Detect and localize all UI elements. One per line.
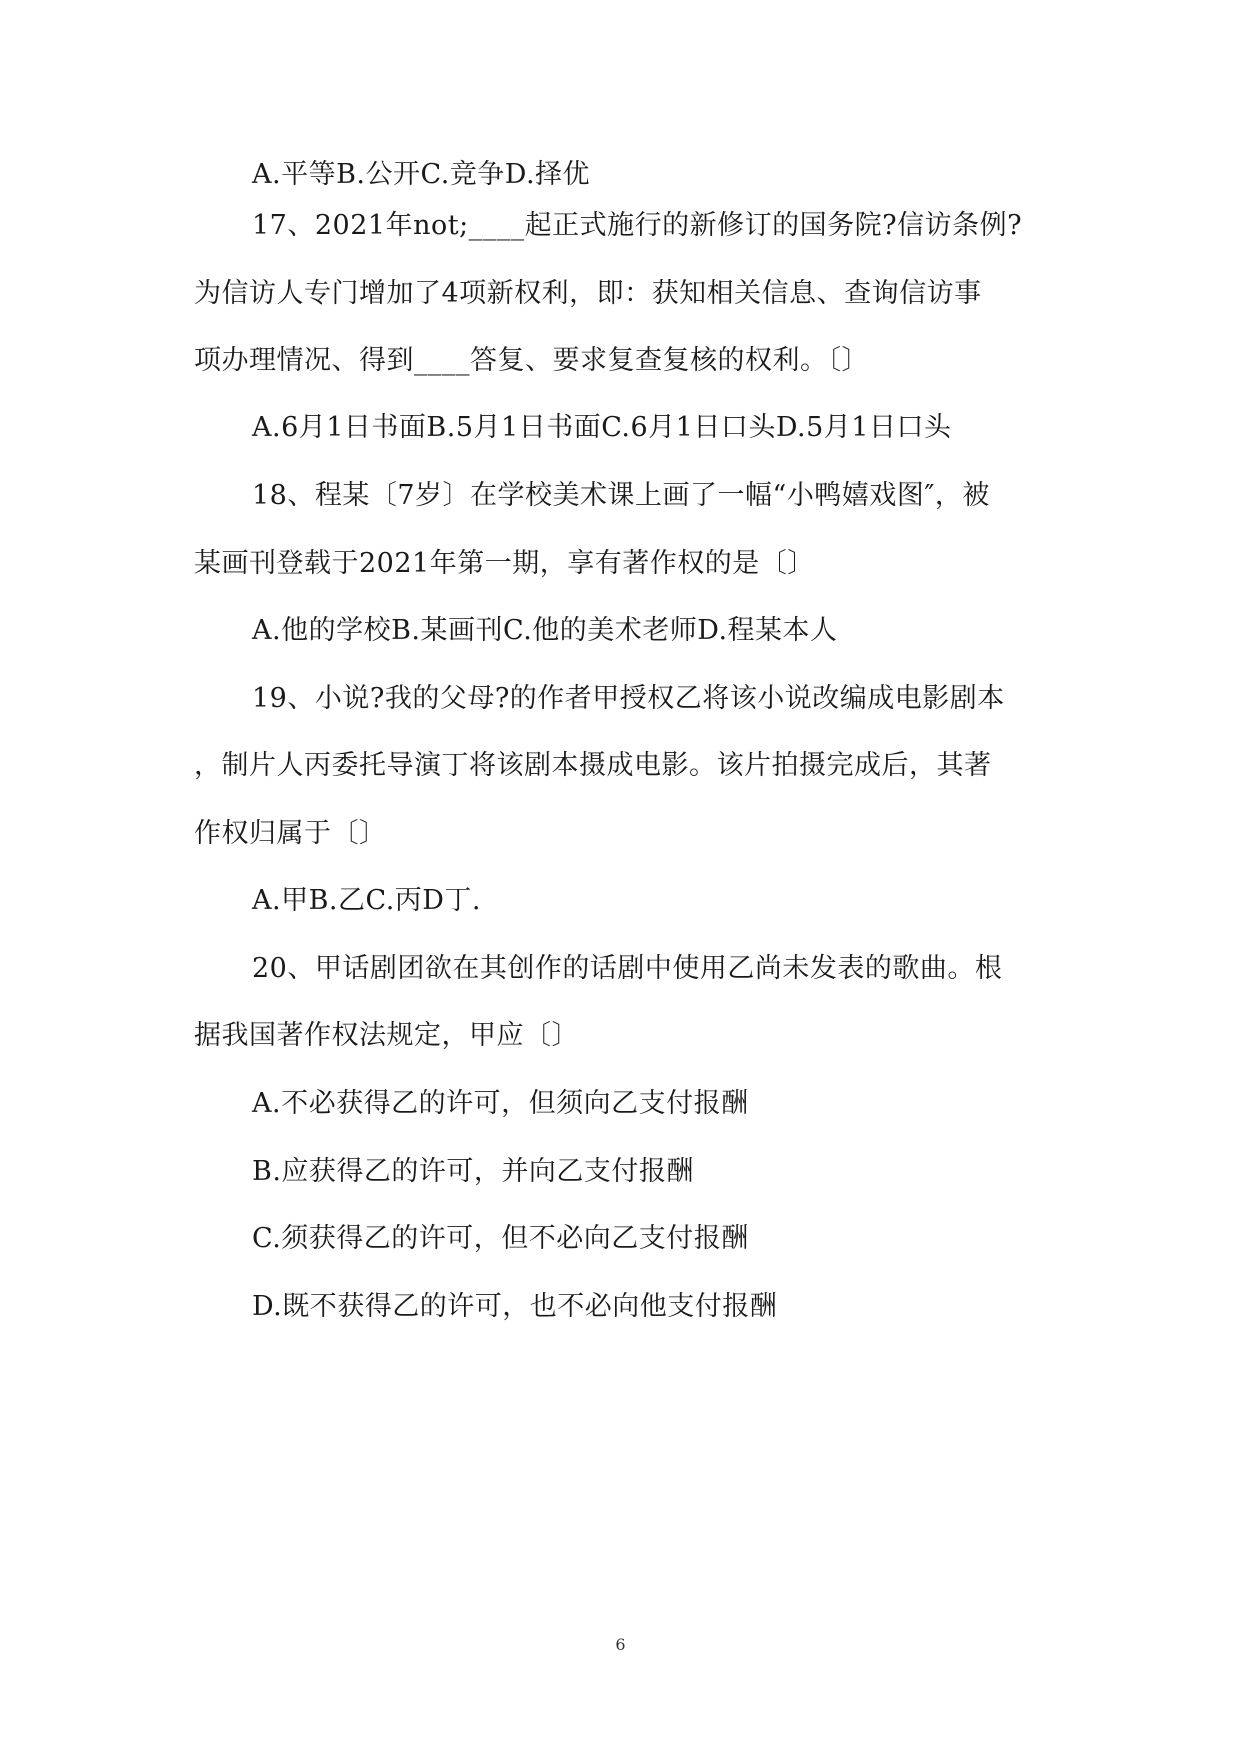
q18-stem-line-2: 某画刊登载于2021年第一期，享有著作权的是〔〕 [194, 548, 815, 579]
q16-options: A.平等B.公开C.竞争D.择优 [252, 159, 591, 190]
q17-stem-line-3: 项办理情况、得到____答复、要求复查复核的权利。〔〕 [194, 345, 869, 376]
q19-options: A.甲B.乙C.丙D丁. [252, 885, 482, 916]
q19-stem-line-2: ，制片人丙委托导演丁将该剧本摄成电影。该片拍摄完成后，其著 [194, 750, 992, 781]
q20-option-c: C.须获得乙的许可，但不必向乙支付报酬 [252, 1223, 749, 1254]
q18-stem-line-1: 18、程某〔7岁〕在学校美术课上画了一幅“小鸭嬉戏图″，被 [252, 480, 990, 511]
q20-option-a: A.不必获得乙的许可，但须向乙支付报酬 [252, 1088, 749, 1119]
q17-options: A.6月1日书面B.5月1日书面C.6月1日口头D.5月1日口头 [252, 412, 952, 443]
page-number: 6 [615, 1635, 626, 1654]
q19-stem-line-1: 19、小说?我的父母?的作者甲授权乙将该小说改编成电影剧本 [252, 683, 1005, 714]
q17-stem-line-1: 17、2021年not;____起正式施行的新修订的国务院?信访条例? [252, 210, 1023, 241]
q19-stem-line-3: 作权归属于〔〕 [194, 818, 387, 849]
q17-stem-line-2: 为信访人专门增加了4项新权利，即：获知相关信息、查询信访事 [194, 278, 982, 309]
q20-stem-line-1: 20、甲话剧团欲在其创作的话剧中使用乙尚未发表的歌曲。根 [252, 953, 1003, 984]
q20-option-d: D.既不获得乙的许可，也不必向他支付报酬 [252, 1291, 778, 1322]
q20-stem-line-2: 据我国著作权法规定，甲应〔〕 [194, 1020, 579, 1051]
q20-option-b: B.应获得乙的许可，并向乙支付报酬 [252, 1156, 694, 1187]
q18-options: A.他的学校B.某画刊C.他的美术老师D.程某本人 [252, 615, 838, 646]
